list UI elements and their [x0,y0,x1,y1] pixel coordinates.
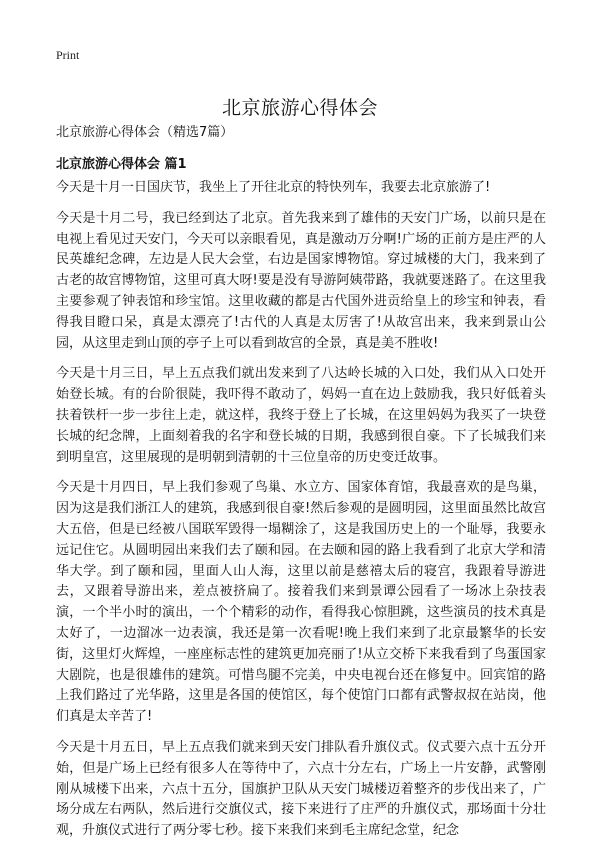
print-label[interactable]: Print [56,48,80,62]
page-title: 北京旅游心得体会 [221,96,378,119]
article-body [56,178,546,852]
paragraph-3: 今天是十月三日，早上五点我们就出发来到了八达岭长城的入口处，我们从入口处开始登长城。有的台阶很陡，我吓得不敢动了，妈妈一直在边上鼓励我，我只好低着头扶着铁杆一步一步往上走，就这样，我终于登上了长城，在这里妈妈为我买了一块登长城的纪念牌，上面刻着我的名字和登长城的日期，我感到很自豪。下了长城我们来到明皇宫，这里展现的是明朝到清朝的十三位皇帝的历史变迁故事。 [56,366,546,465]
paragraph-5: 今天是十月五日，早上五点我们就来到天安门排队看升旗仪式。仪式要六点十五分开始，但是广场上已经有很多人在等待中了，六点十分左右，广场上一片安静，武警刚刚从城楼下出来，六点十五分，国旗护卫队从天安门城楼迈着整齐的步伐出来了，广场分成左右两队，然后进行交旗仪式，接下来进行了庄严的升旗仪式，那场面十分壮观，升旗仪式进行了两分零七秒。接下来我们来到毛主席纪念堂，纪念 [56,739,546,839]
section-heading: 北京旅游心得体会 篇1 [56,157,187,172]
paragraph-1: 今天是十月一日国庆节，我坐上了开往北京的特快列车，我要去北京旅游了! [56,180,491,195]
paragraph-4: 今天是十月四日，早上我们参观了鸟巢、水立方、国家体育馆，我最喜欢的是鸟巢，因为这是我们浙江人的建筑，我感到很自豪!然后参观的是圆明园，这里面虽然比故宫大五倍，但是已经被八国联军毁得一塌糊涂了，这是我国历史上的一个耻辱，我要永远记住它。从圆明园出来我们去了颐和园。在去颐和园的路上我看到了北京大学和清华大学。到了颐和园，里面人山人海，这里以前是慈禧太后的寝宫，我跟着导游进去，又跟着导游出来，差点被挤扁了。接着我们来到景谭公园看了一场冰上杂技表演，一个半小时的演出，一个个精彩的动作，看得我心惊胆跳，这些演员的技术真是太好了，一边溜冰一边表演，我还是第一次看呢!晚上我们来到了北京最繁华的长安街，这里灯火辉煌，一座座标志性的建筑更加亮丽了!从立交桥下来我看到了鸟蛋国家大剧院，也是很雄伟的建筑。可惜鸟腿不完美，中央电视台还在修复中。回宾馆的路上我们路过了光华路，这里是各国的使馆区，每个使馆门口都有武警叔叔在站岗，他们真是太辛苦了! [56,480,546,725]
paragraph-2: 今天是十月二号，我已经到达了北京。首先我来到了雄伟的天安门广场，以前只是在电视上看见过天安门，今天可以亲眼看见，真是激动万分啊!广场的正前方是庄严的人民英雄纪念碑，左边是人民大会堂，右边是国家博物馆。穿过城楼的大门，我来到了古老的故宫博物馆，这里可真大呀!要是没有导游阿姨带路，我就要迷路了。在这里我主要参观了钟表馆和珍宝馆。这里收藏的都是古代国外进贡给皇上的珍宝和钟表，看得我目瞪口呆，真是太漂亮了!古代的人真是太厉害了!从故宫出来，我来到景山公园，从这里走到山顶的亭子上可以看到故宫的全景，真是美不胜收! [56,210,546,351]
document-subtitle: 北京旅游心得体会（精选7篇） [56,125,234,140]
